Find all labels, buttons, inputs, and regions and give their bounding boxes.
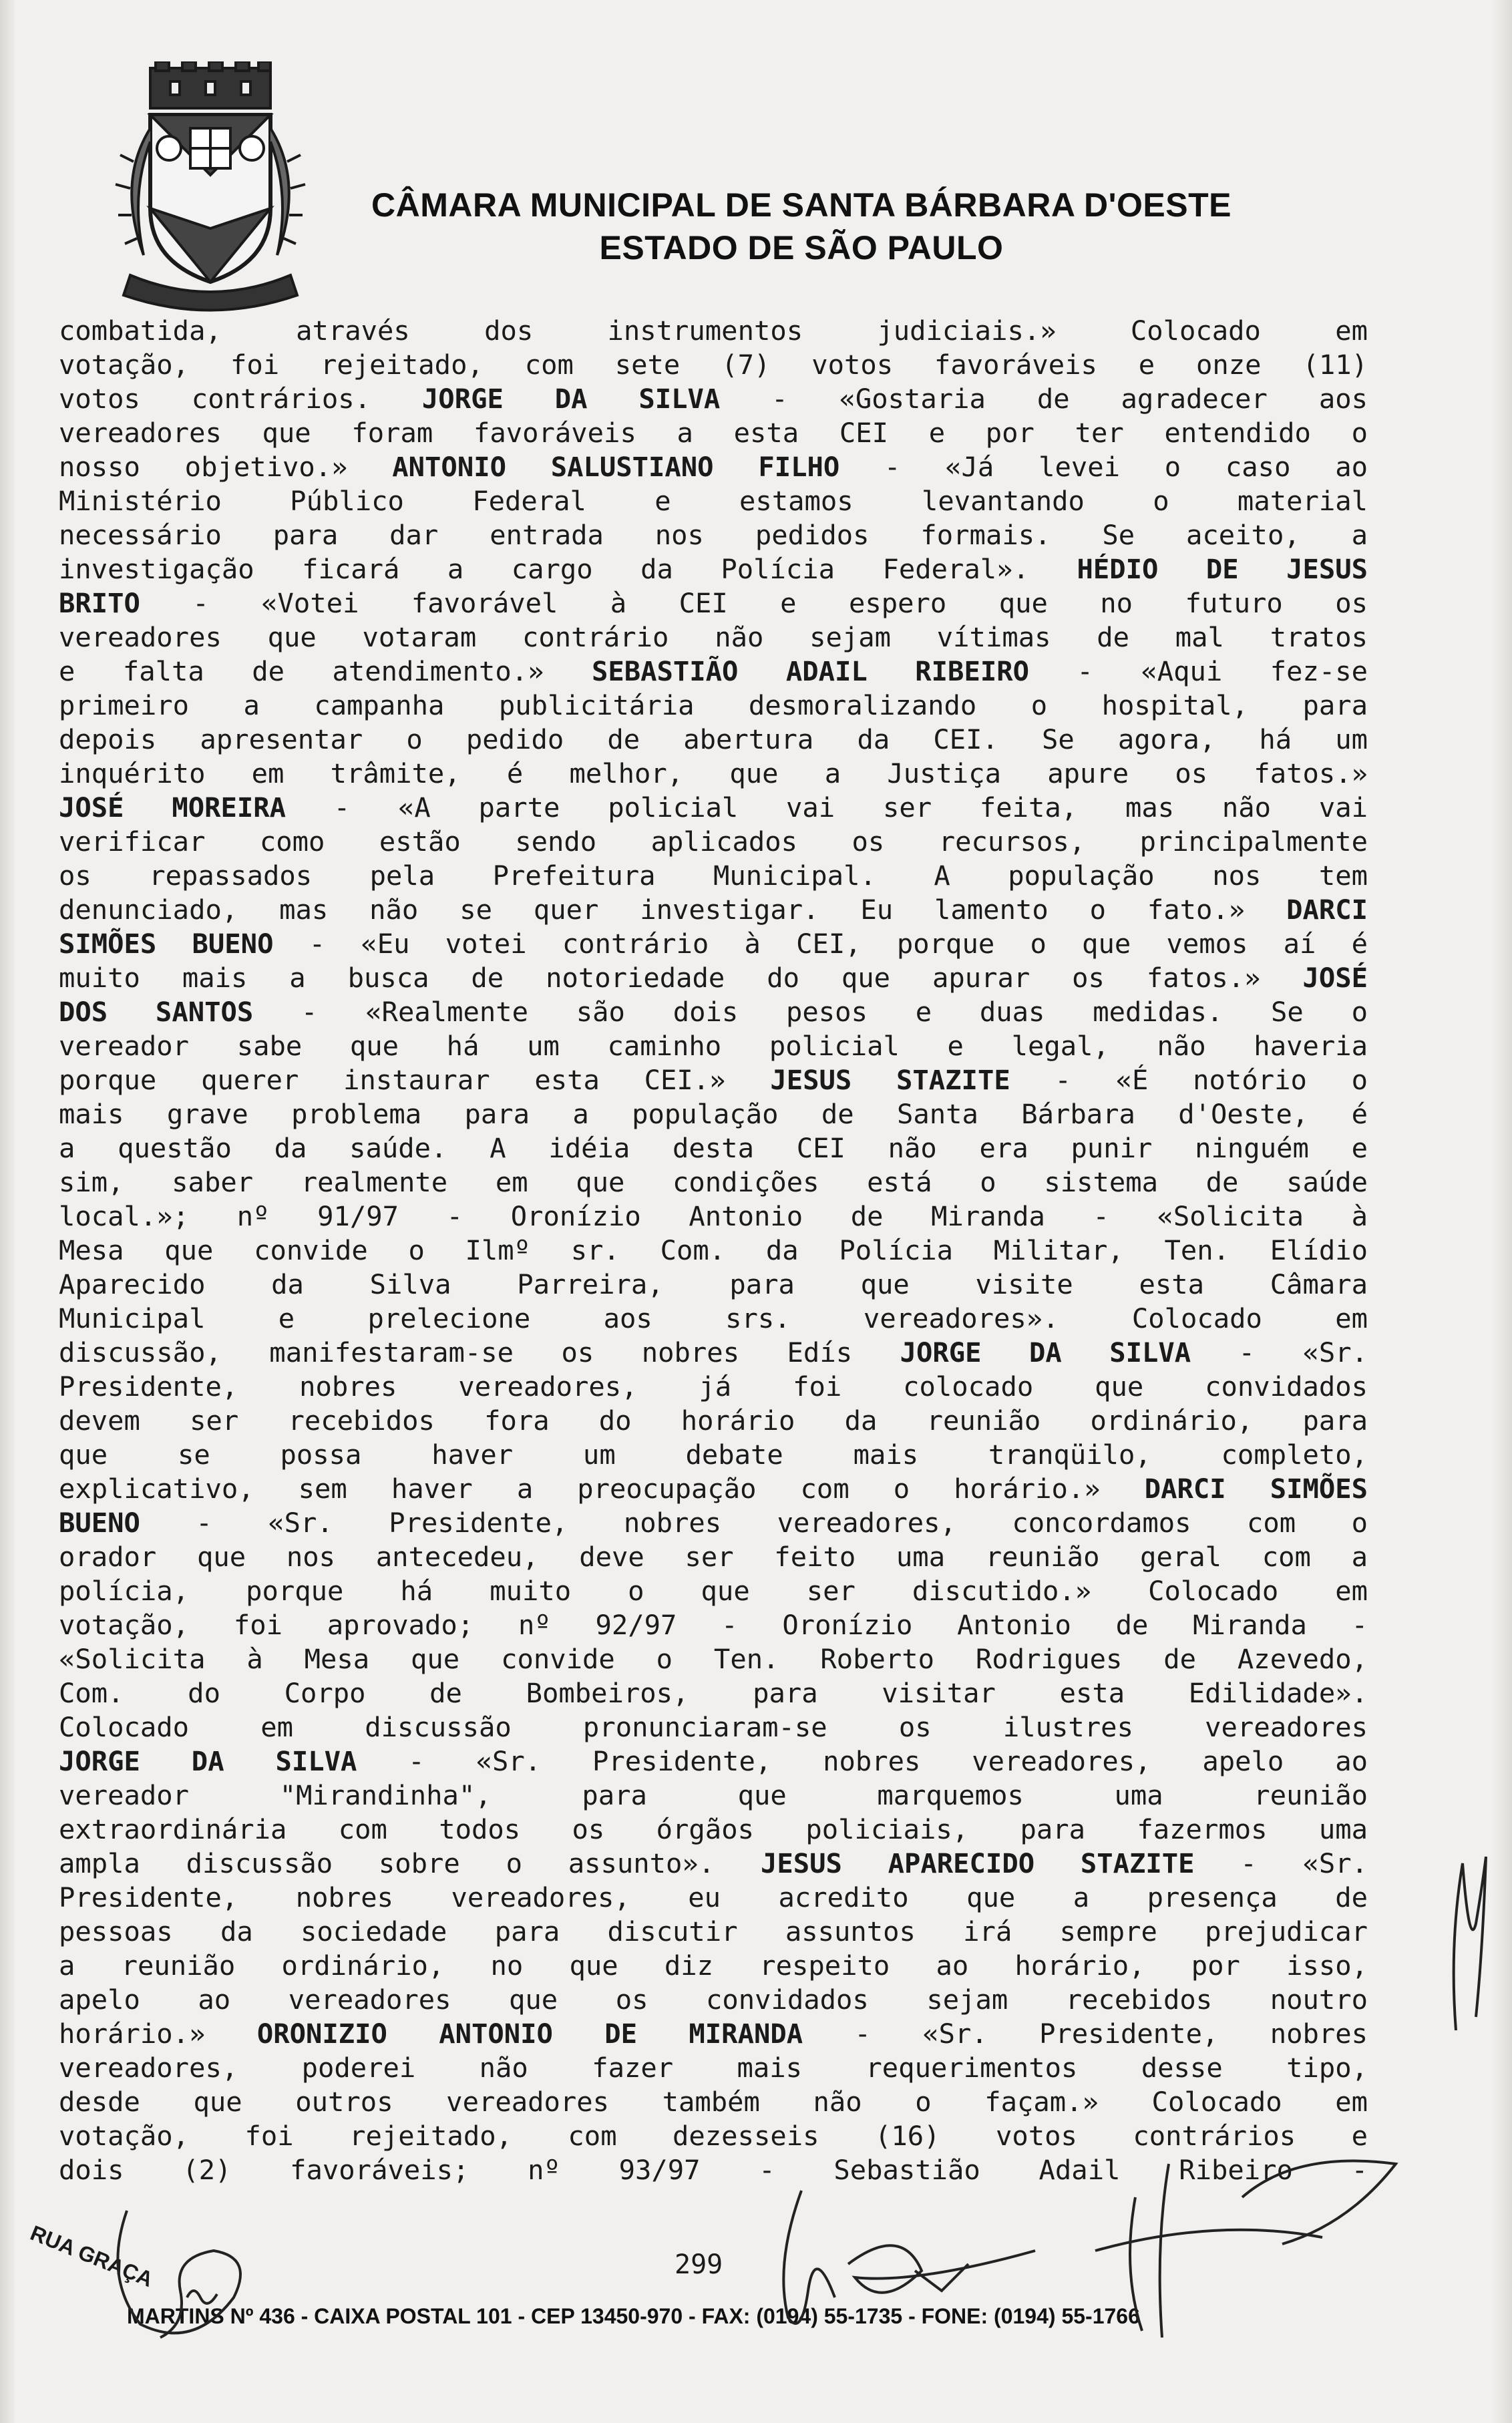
text-line xyxy=(59,1063,1368,1097)
speaker-name: ORONIZIO ANTONIO DE MIRANDA xyxy=(256,2018,803,2050)
page-number: 299 xyxy=(675,2249,723,2280)
signature-icon xyxy=(748,2184,1055,2344)
text-segment: - «Sr. xyxy=(1194,1847,1368,1879)
text-line xyxy=(59,484,1368,518)
text-line xyxy=(59,382,1368,416)
footer-address-lead: RUA GRAÇA xyxy=(27,2220,157,2292)
text-segment: Aparecido da Silva Parreira, para que visite esta Câmara xyxy=(59,1268,1368,1300)
text-line xyxy=(59,1131,1368,1165)
text-line xyxy=(59,1642,1368,1676)
text-segment: os repassados pela Prefeitura Municipal. A população nos tem xyxy=(59,860,1368,892)
text-segment: horário.» xyxy=(59,2018,257,2050)
text-line xyxy=(59,995,1368,1029)
text-segment: polícia, porque há muito o que ser discutido.» Colocado em xyxy=(59,1575,1368,1607)
text-segment: - «Realmente são dois pesos e duas medidas. Se o xyxy=(253,996,1368,1028)
text-line xyxy=(59,1676,1368,1710)
text-segment: a reunião ordinário, no que diz respeito ao horário, por isso, xyxy=(59,1949,1368,1982)
text-line xyxy=(59,1199,1368,1234)
text-segment: verificar como estão sendo aplicados os recursos, principalmente xyxy=(59,825,1368,858)
text-segment: primeiro a campanha publicitária desmoralizando o hospital, para xyxy=(59,689,1368,721)
text-line xyxy=(59,314,1368,348)
text-line xyxy=(59,757,1368,791)
text-segment: votação, foi rejeitado, com sete (7) votos favoráveis e onze (11) xyxy=(59,349,1368,381)
speaker-name: DARCI xyxy=(1286,894,1368,926)
text-line xyxy=(59,1779,1368,1813)
text-line xyxy=(59,1710,1368,1744)
speaker-name: DOS SANTOS xyxy=(59,996,254,1028)
speaker-name: HÉDIO DE JESUS xyxy=(1077,553,1368,585)
text-line xyxy=(59,1744,1368,1779)
text-line xyxy=(59,348,1368,382)
text-line xyxy=(59,450,1368,484)
coat-of-arms-icon xyxy=(104,61,317,315)
text-segment: Mesa que convide o Ilmº sr. Com. da Polícia Militar, Ten. Elídio xyxy=(59,1234,1368,1266)
text-segment: vereadores que votaram contrário não sejam vítimas de mal tratos xyxy=(59,621,1368,653)
speaker-name: BUENO xyxy=(59,1507,140,1539)
speaker-name: JORGE DA SILVA xyxy=(421,383,721,415)
speaker-name: JOSÉ MOREIRA xyxy=(59,791,286,823)
text-line xyxy=(59,689,1368,723)
text-line xyxy=(59,1336,1368,1370)
text-segment: Ministério Público Federal e estamos levantando o material xyxy=(59,485,1368,517)
text-line xyxy=(59,1574,1368,1608)
text-line xyxy=(59,1915,1368,1949)
text-segment: devem ser recebidos fora do horário da reunião ordinário, para xyxy=(59,1405,1368,1437)
text-segment: a questão da saúde. A idéia desta CEI não era punir ninguém e xyxy=(59,1132,1368,1164)
text-segment: mais grave problema para a população de Santa Bárbara d'Oeste, é xyxy=(59,1098,1368,1130)
text-line xyxy=(59,586,1368,620)
text-segment: - «Eu votei contrário à CEI, porque o que vemos aí é xyxy=(273,928,1368,960)
text-line xyxy=(59,1983,1368,2017)
text-segment: que se possa haver um debate mais tranqüilo, completo, xyxy=(59,1439,1368,1471)
text-line xyxy=(59,620,1368,655)
text-line xyxy=(59,723,1368,757)
text-segment: explicativo, sem haver a preocupação com o horário.» xyxy=(59,1473,1145,1505)
text-segment: - «Aqui fez-se xyxy=(1028,655,1368,687)
text-segment: discussão, manifestaram-se os nobres Edís xyxy=(59,1336,900,1368)
text-segment: - «Sr. xyxy=(1191,1336,1368,1368)
header-title: CÂMARA MUNICIPAL DE SANTA BÁRBARA D'OESTE xyxy=(371,186,1232,224)
text-line xyxy=(59,1234,1368,1268)
text-segment: «Solicita à Mesa que convide o Ten. Roberto Rodrigues de Azevedo, xyxy=(59,1643,1368,1675)
page-edge xyxy=(0,0,15,2423)
speaker-name: BRITO xyxy=(59,587,140,619)
text-segment: local.»; nº 91/97 - Oronízio Antonio de Miranda - «Solicita à xyxy=(59,1200,1368,1232)
text-line xyxy=(59,1165,1368,1199)
text-line xyxy=(59,1438,1368,1472)
signature-icon xyxy=(1436,1843,1496,2044)
signature-icon xyxy=(1082,2124,1429,2344)
text-segment: combatida, através dos instrumentos judiciais.» Colocado em xyxy=(59,315,1368,347)
text-segment: - «Sr. Presidente, nobres vereadores, concordamos com o xyxy=(140,1507,1368,1539)
header-subtitle: ESTADO DE SÃO PAULO xyxy=(599,229,1004,266)
text-line xyxy=(59,2051,1368,2085)
speaker-name: JOSÉ xyxy=(1302,962,1368,994)
page-shadow xyxy=(1492,0,1512,2423)
text-segment: muito mais a busca de notoriedade do que apurar os fatos.» xyxy=(59,962,1303,994)
text-line xyxy=(59,893,1368,927)
speaker-name: JORGE DA SILVA xyxy=(59,1745,357,1777)
text-segment: investigação ficará a cargo da Polícia Federal». xyxy=(59,553,1077,585)
text-segment: denunciado, mas não se quer investigar. Eu lamento o fato.» xyxy=(59,894,1287,926)
text-line xyxy=(59,1881,1368,1915)
text-segment: Com. do Corpo de Bombeiros, para visitar esta Edilidade». xyxy=(59,1677,1368,1709)
speaker-name: JESUS APARECIDO STAZITE xyxy=(760,1847,1195,1879)
text-line xyxy=(59,1029,1368,1063)
text-segment: ampla discussão sobre o assunto». xyxy=(59,1847,761,1879)
minutes-body xyxy=(59,314,1368,2187)
text-line xyxy=(59,1608,1368,1642)
text-segment: e falta de atendimento.» xyxy=(59,655,592,687)
text-line xyxy=(59,655,1368,689)
text-line xyxy=(59,1813,1368,1847)
text-segment: votação, foi rejeitado, com dezesseis (16) votos contrários e xyxy=(59,2120,1368,2152)
speaker-name: JORGE DA SILVA xyxy=(900,1336,1191,1368)
text-segment: - «Já levei o caso ao xyxy=(839,451,1368,483)
speaker-name: DARCI SIMÕES xyxy=(1144,1473,1368,1505)
text-line xyxy=(59,1847,1368,1881)
text-segment: - «Gostaria de agradecer aos xyxy=(720,383,1368,415)
text-segment: dois (2) favoráveis; nº 93/97 - Sebastião Adail Ribeiro - xyxy=(59,2154,1368,2186)
text-segment: vereadores, poderei não fazer mais requerimentos desse tipo, xyxy=(59,2052,1368,2084)
text-segment: - «Sr. Presidente, nobres vereadores, apelo ao xyxy=(357,1745,1368,1777)
text-line xyxy=(59,859,1368,893)
text-segment: vereador "Mirandinha", para que marquemos uma reunião xyxy=(59,1779,1368,1811)
text-segment: apelo ao vereadores que os convidados sejam recebidos noutro xyxy=(59,1984,1368,2016)
text-line xyxy=(59,961,1368,995)
text-segment: nosso objetivo.» xyxy=(59,451,393,483)
text-segment: orador que nos antecedeu, deve ser feito uma reunião geral com a xyxy=(59,1541,1368,1573)
text-segment: votação, foi aprovado; nº 92/97 - Oronízio Antonio de Miranda - xyxy=(59,1609,1368,1641)
text-line xyxy=(59,518,1368,552)
speaker-name: ANTONIO SALUSTIANO FILHO xyxy=(392,451,840,483)
text-line xyxy=(59,1506,1368,1540)
text-segment: porque querer instaurar esta CEI.» xyxy=(59,1064,771,1096)
text-line xyxy=(59,552,1368,586)
text-line xyxy=(59,1404,1368,1438)
text-segment: necessário para dar entrada nos pedidos formais. Se aceito, a xyxy=(59,519,1368,551)
text-line xyxy=(59,825,1368,859)
text-segment: - «Votei favorável à CEI e espero que no futuro os xyxy=(140,587,1368,619)
text-segment: Colocado em discussão pronunciaram-se os ilustres vereadores xyxy=(59,1711,1368,1743)
text-line xyxy=(59,1302,1368,1336)
text-segment: pessoas da sociedade para discutir assuntos irá sempre prejudicar xyxy=(59,1915,1368,1947)
text-line xyxy=(59,927,1368,961)
text-segment: vereadores que foram favoráveis a esta CEI e por ter entendido o xyxy=(59,417,1368,449)
text-line xyxy=(59,1540,1368,1574)
text-line xyxy=(59,1268,1368,1302)
text-line xyxy=(59,416,1368,450)
text-segment: desde que outros vereadores também não o façam.» Colocado em xyxy=(59,2086,1368,2118)
text-line xyxy=(59,1370,1368,1404)
text-line xyxy=(59,1949,1368,1983)
text-line xyxy=(59,1472,1368,1506)
text-segment: - «A parte policial vai ser feita, mas não vai xyxy=(286,791,1368,823)
text-segment: Presidente, nobres vereadores, já foi colocado que convidados xyxy=(59,1370,1368,1403)
text-segment: Municipal e prelecione aos srs. vereadores». Colocado em xyxy=(59,1302,1368,1334)
text-segment: extraordinária com todos os órgãos policiais, para fazermos uma xyxy=(59,1813,1368,1845)
text-line xyxy=(59,791,1368,825)
text-line xyxy=(59,1097,1368,1131)
speaker-name: JESUS STAZITE xyxy=(770,1064,1010,1096)
text-segment: inquérito em trâmite, é melhor, que a Justiça apure os fatos.» xyxy=(59,757,1368,789)
footer-address: MARTINS Nº 436 - CAIXA POSTAL 101 - CEP 13450-970 - FAX: (0194) 55-1735 - FONE: (0194) 55-1766 xyxy=(127,2304,1140,2328)
speaker-name: SIMÕES BUENO xyxy=(59,928,274,960)
text-line xyxy=(59,2017,1368,2051)
text-segment: - «É notório o xyxy=(1010,1064,1368,1096)
text-segment: Presidente, nobres vereadores, eu acredito que a presença de xyxy=(59,1881,1368,1913)
text-segment: depois apresentar o pedido de abertura da CEI. Se agora, há um xyxy=(59,723,1368,755)
text-segment: votos contrários. xyxy=(59,383,422,415)
signature-icon xyxy=(100,2197,274,2358)
text-line xyxy=(59,2085,1368,2119)
text-segment: - «Sr. Presidente, nobres xyxy=(803,2018,1368,2050)
speaker-name: SEBASTIÃO ADAIL RIBEIRO xyxy=(591,655,1029,687)
text-segment: vereador sabe que há um caminho policial e legal, não haveria xyxy=(59,1030,1368,1062)
text-segment: sim, saber realmente em que condições está o sistema de saúde xyxy=(59,1166,1368,1198)
